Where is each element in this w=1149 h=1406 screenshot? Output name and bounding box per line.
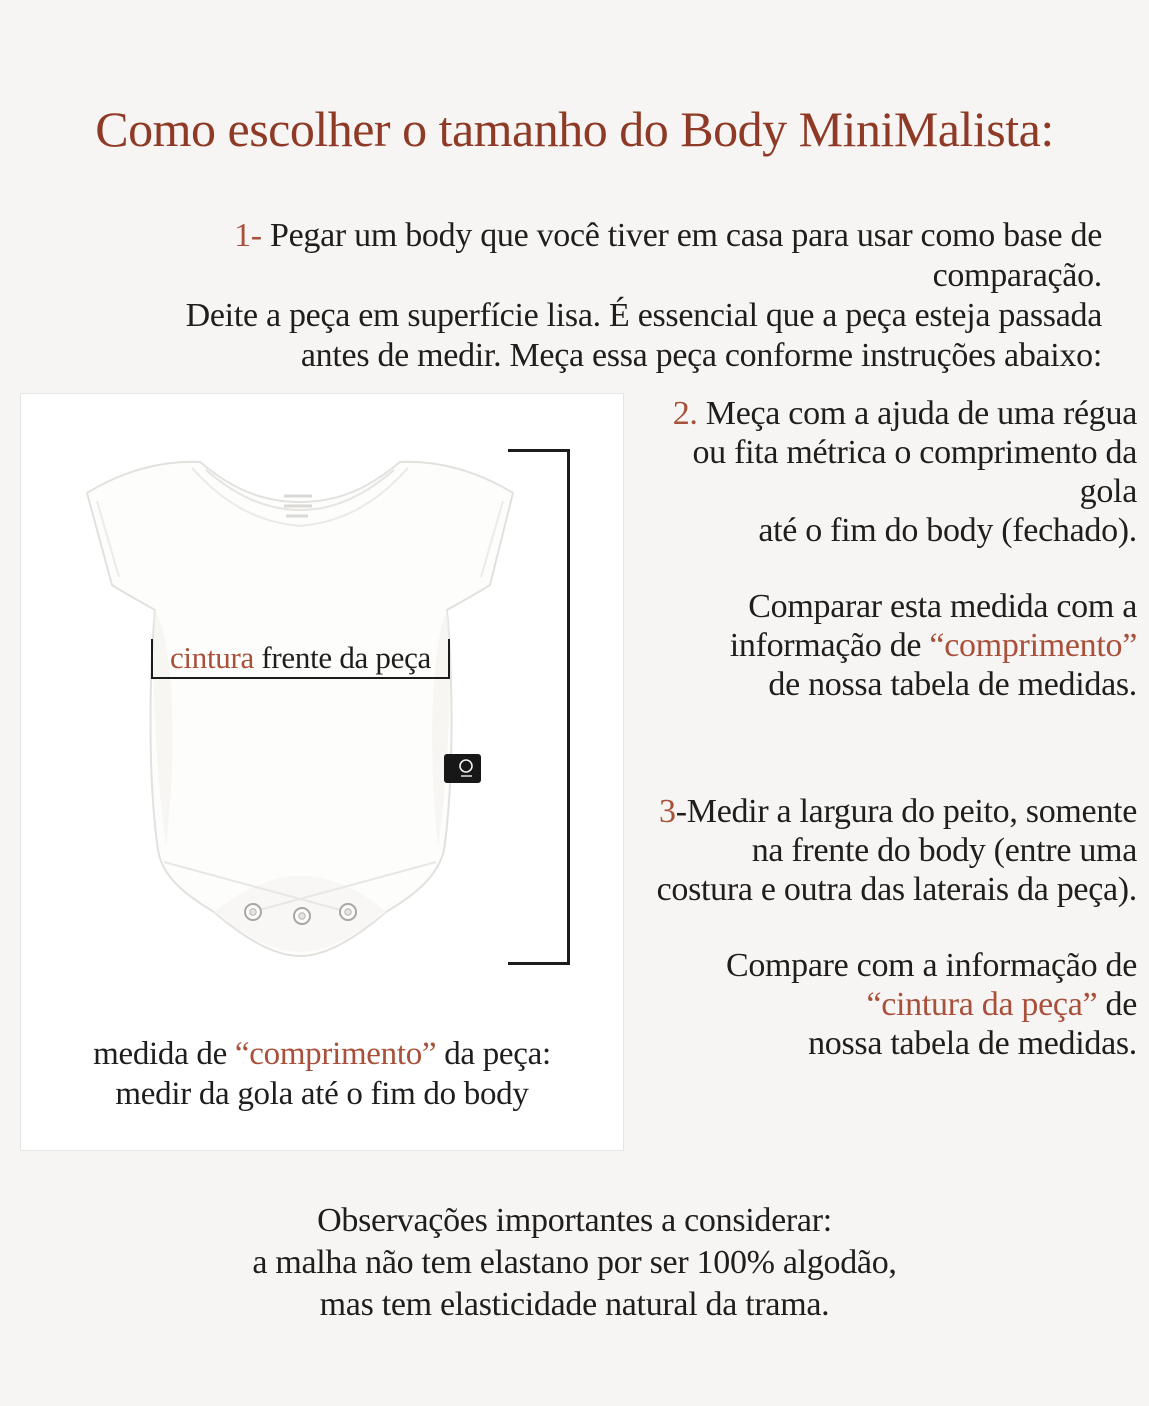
bodysuit-figure-card [20,393,624,1151]
step-line [630,394,1137,433]
step-2-paragraph [630,394,1137,550]
comprimento-accent: “comprimento” [929,627,1137,664]
waist-measure-label [170,640,431,676]
caption-line: medir da gola até o fim do body [115,1076,529,1112]
figure-caption [21,1034,623,1114]
step-3-paragraph [630,792,1137,909]
step-1-marker: 1- [234,217,262,254]
step-line: de nossa tabela de medidas. [768,666,1137,703]
step-line: na frente do body (entre uma [751,832,1137,869]
notes-line: Observações importantes a considerar: [317,1202,832,1239]
step-line: Compare com a informação de [725,947,1137,984]
steps-column [630,394,1137,1063]
compare-cintura-paragraph [630,946,1137,1063]
notes-line: a malha não tem elastano por ser 100% algodão, [252,1244,897,1281]
step-line-text: Meça com a ajuda de uma régua [697,395,1137,432]
caption-accent: “comprimento” [234,1036,437,1072]
length-bracket [508,449,570,965]
step-line-text: informação de [729,627,930,664]
notes-paragraph [0,1200,1149,1326]
step-line [630,626,1137,665]
step-line: ou fita métrica o comprimento da gola [692,434,1137,510]
step-line [630,985,1137,1024]
intro-line: Deite a peça em superfície lisa. É essencial que a peça esteja passada [185,297,1102,334]
step-2-marker: 2. [672,395,698,432]
intro-line-text: Pegar um body que você tiver em casa para usar como base de comparação. [261,217,1102,294]
waist-label-accent: cintura [169,640,254,675]
waist-measure-line [151,639,450,679]
caption-text: da peça: [436,1036,551,1072]
step-line-text: -Medir a largura do peito, somente [675,793,1137,830]
bodysuit-photo [76,446,526,981]
notes-line: mas tem elasticidade natural da trama. [319,1286,830,1323]
step-3-marker: 3 [659,793,676,830]
step-line: costura e outra das laterais da peça). [656,871,1137,908]
intro-line: antes de medir. Meça essa peça conforme instruções abaixo: [300,337,1102,374]
step-line [630,792,1137,831]
step-line-text: de [1097,986,1137,1023]
step-line: até o fim do body (fechado). [758,512,1137,549]
cintura-accent: “cintura da peça” [866,986,1098,1023]
intro-paragraph [70,216,1102,376]
compare-comprimento-paragraph [630,587,1137,704]
step-line: Comparar esta medida com a [748,588,1137,625]
brand-tag-icon [444,754,481,783]
caption-text: medida de [93,1036,235,1072]
waist-label-rest: frente da peça [253,640,432,675]
intro-line [70,216,1102,296]
step-line: nossa tabela de medidas. [808,1025,1137,1062]
page-title: Como escolher o tamanho do Body MiniMalista: [95,101,1054,157]
caption-line [21,1034,623,1074]
